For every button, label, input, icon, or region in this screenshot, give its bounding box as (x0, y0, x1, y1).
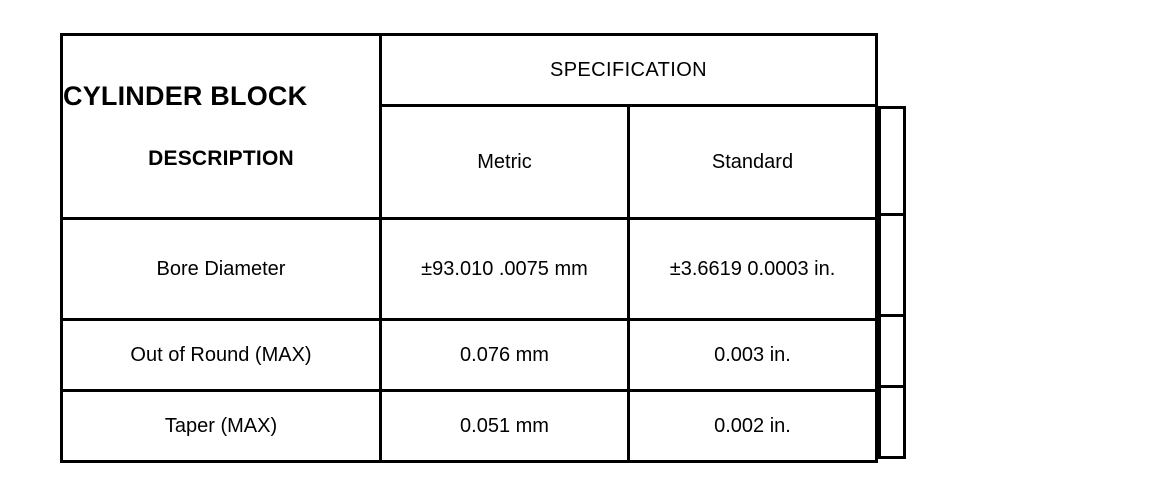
stub-cell-row (880, 108, 905, 215)
row-metric-value: 0.076 mm (381, 320, 629, 391)
table-row (62, 219, 877, 320)
table-row (62, 320, 877, 391)
stub-cell (880, 215, 905, 316)
row-standard-value: 0.002 in. (629, 391, 877, 462)
right-stub-column (878, 106, 906, 459)
stub-cell-row (880, 316, 905, 387)
table-title: CYLINDER BLOCK (63, 80, 308, 111)
description-label: DESCRIPTION (148, 146, 294, 170)
row-description: Bore Diameter (62, 219, 381, 320)
row-standard-value: 0.003 in. (629, 320, 877, 391)
stub-cell-row (880, 387, 905, 458)
table-row (62, 391, 877, 462)
stub-cell (880, 108, 905, 215)
row-metric-value: 0.051 mm (381, 391, 629, 462)
row-metric-value: ±93.010 .0075 mm (381, 219, 629, 320)
row-description: Taper (MAX) (62, 391, 381, 462)
description-header-cell (62, 35, 381, 219)
table-header-row-1 (62, 35, 877, 106)
metric-header: Metric (381, 106, 629, 219)
standard-header: Standard (629, 106, 877, 219)
row-standard-value: ±3.6619 0.0003 in. (629, 219, 877, 320)
stub-cell (880, 387, 905, 458)
row-description: Out of Round (MAX) (62, 320, 381, 391)
stub-cell-row (880, 215, 905, 316)
cylinder-block-spec-table (60, 33, 878, 463)
specification-header: SPECIFICATION (381, 35, 877, 106)
stub-cell (880, 316, 905, 387)
